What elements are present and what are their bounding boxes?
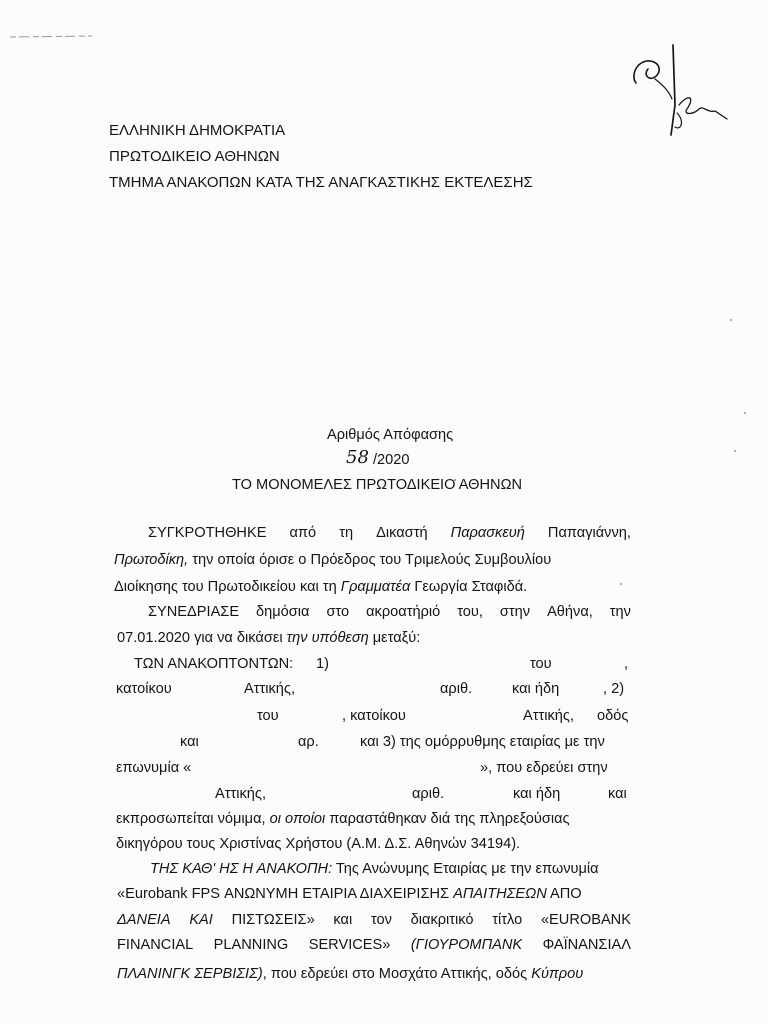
header-department: ΤΜΗΜΑ ΑΝΑΚΟΠΩΝ ΚΑΤΑ ΤΗΣ ΑΝΑΓΚΑΣΤΙΚΗΣ ΕΚΤΕΛΕΣΗΣ (109, 174, 533, 191)
p3-line5-a: επωνυμία « (116, 760, 192, 776)
header-court: ΠΡΩΤΟΔΙΚΕΙΟ ΑΘΗΝΩΝ (109, 148, 280, 165)
p2-line1: ΣΥΝΕΔΡΙΑΣΕ δημόσια στο ακροατήριό του, στην Αθήνα, την (148, 604, 631, 620)
signature-mark (615, 35, 735, 145)
p3-line3-b: , κατοίκου (342, 708, 406, 724)
p3-line4-a: και (180, 734, 199, 750)
p1-line1: ΣΥΓΚΡΟΤΗΘΗΚΕ από τη Δικαστή Παρασκευή Παπαγιάννη, (148, 525, 631, 541)
p3-line4-c: και 3) της ομόρρυθμης εταιρίας με την (360, 734, 605, 750)
court-name: ΤΟ ΜΟΝΟΜΕΛΕΣ ΠΡΩΤΟΔΙΚΕΙΟ ΑΘΗΝΩΝ (232, 477, 523, 493)
p3-line4-b: αρ. (298, 734, 319, 750)
p3-line3-d: οδός (597, 708, 629, 724)
p2-line2: 07.01.2020 για να δικάσει την υπόθεση μεταξύ: (117, 630, 421, 646)
p3-line2-d: και ήδη (512, 681, 560, 697)
p3-line6-d: και (608, 786, 627, 802)
p4-line1: ΤΗΣ ΚΑΘ' ΗΣ Η ΑΝΑΚΟΠΗ: Της Ανώνυμης Εταιρίας με την επωνυμία (150, 861, 599, 877)
p3-line1-b: 1) (316, 656, 329, 672)
p4-line2: «Eurobank FPS ΑΝΩΝΥΜΗ ΕΤΑΙΡΙΑ ΔΙΑΧΕΙΡΙΣΗΣ ΑΠΑΙΤΗΣΕΩΝ ΑΠΟ (117, 886, 582, 902)
p3-line6-b: αριθ. (412, 786, 445, 802)
p4-line4: FINANCIAL PLANNING SERVICES» (ΓΙΟΥΡΟΜΠΑΝΚ ΦΑΪΝΑΝΣΙΑΛ (117, 937, 631, 953)
p3-line5-b: », που εδρεύει στην (480, 760, 608, 776)
p3-line1-a: ΤΩΝ ΑΝΑΚΟΠΤΟΝΤΩΝ: (134, 656, 294, 672)
p3-line6-a: Αττικής, (215, 786, 267, 802)
p3-line2-a: κατοίκου (116, 681, 172, 697)
p1-line3: Διοίκησης του Πρωτοδικείου και τη Γραμματέα Γεωργία Σταφιδά. (114, 579, 528, 595)
p3-line3-a: του (257, 708, 279, 724)
p3-line7: εκπροσωπείται νόμιμα, οι οποίοι παραστάθηκαν διά της πληρεξούσιας (116, 811, 570, 827)
p3-line3-c: Αττικής, (523, 708, 575, 724)
p3-line1-d: , (624, 656, 629, 672)
p3-line1-c: του (530, 656, 552, 672)
p1-line2: Πρωτοδίκη, την οποία όρισε ο Πρόεδρος του Τριμελούς Συμβουλίου (114, 552, 552, 568)
p3-line6-c: και ήδη (513, 786, 561, 802)
p3-line2-b: Αττικής, (244, 681, 296, 697)
decision-year: /2020 (373, 452, 410, 468)
p4-line5: ΠΛΑΝΙΝΓΚ ΣΕΡΒΙΣΙΣ), που εδρεύει στο Μοσχάτο Αττικής, οδός Κύπρου (117, 966, 584, 982)
decision-label: Αριθμός Απόφασης (327, 427, 454, 443)
header-republic: ΕΛΛΗΝΙΚΗ ΔΗΜΟΚΡΑΤΙΑ (109, 122, 286, 139)
p3-line2-e: , 2) (603, 681, 625, 697)
decision-number-handwritten: 58 (346, 447, 369, 468)
p3-line2-c: αριθ. (440, 681, 473, 697)
p4-line3: ΔΑΝΕΙΑ ΚΑΙ ΠΙΣΤΩΣΕΙΣ» και τον διακριτικό τίτλο «EUROBANK (117, 912, 631, 928)
p3-line8: δικηγόρου τους Χριστίνας Χρήστου (Α.Μ. Δ.Σ. Αθηνών 34194). (116, 836, 521, 852)
